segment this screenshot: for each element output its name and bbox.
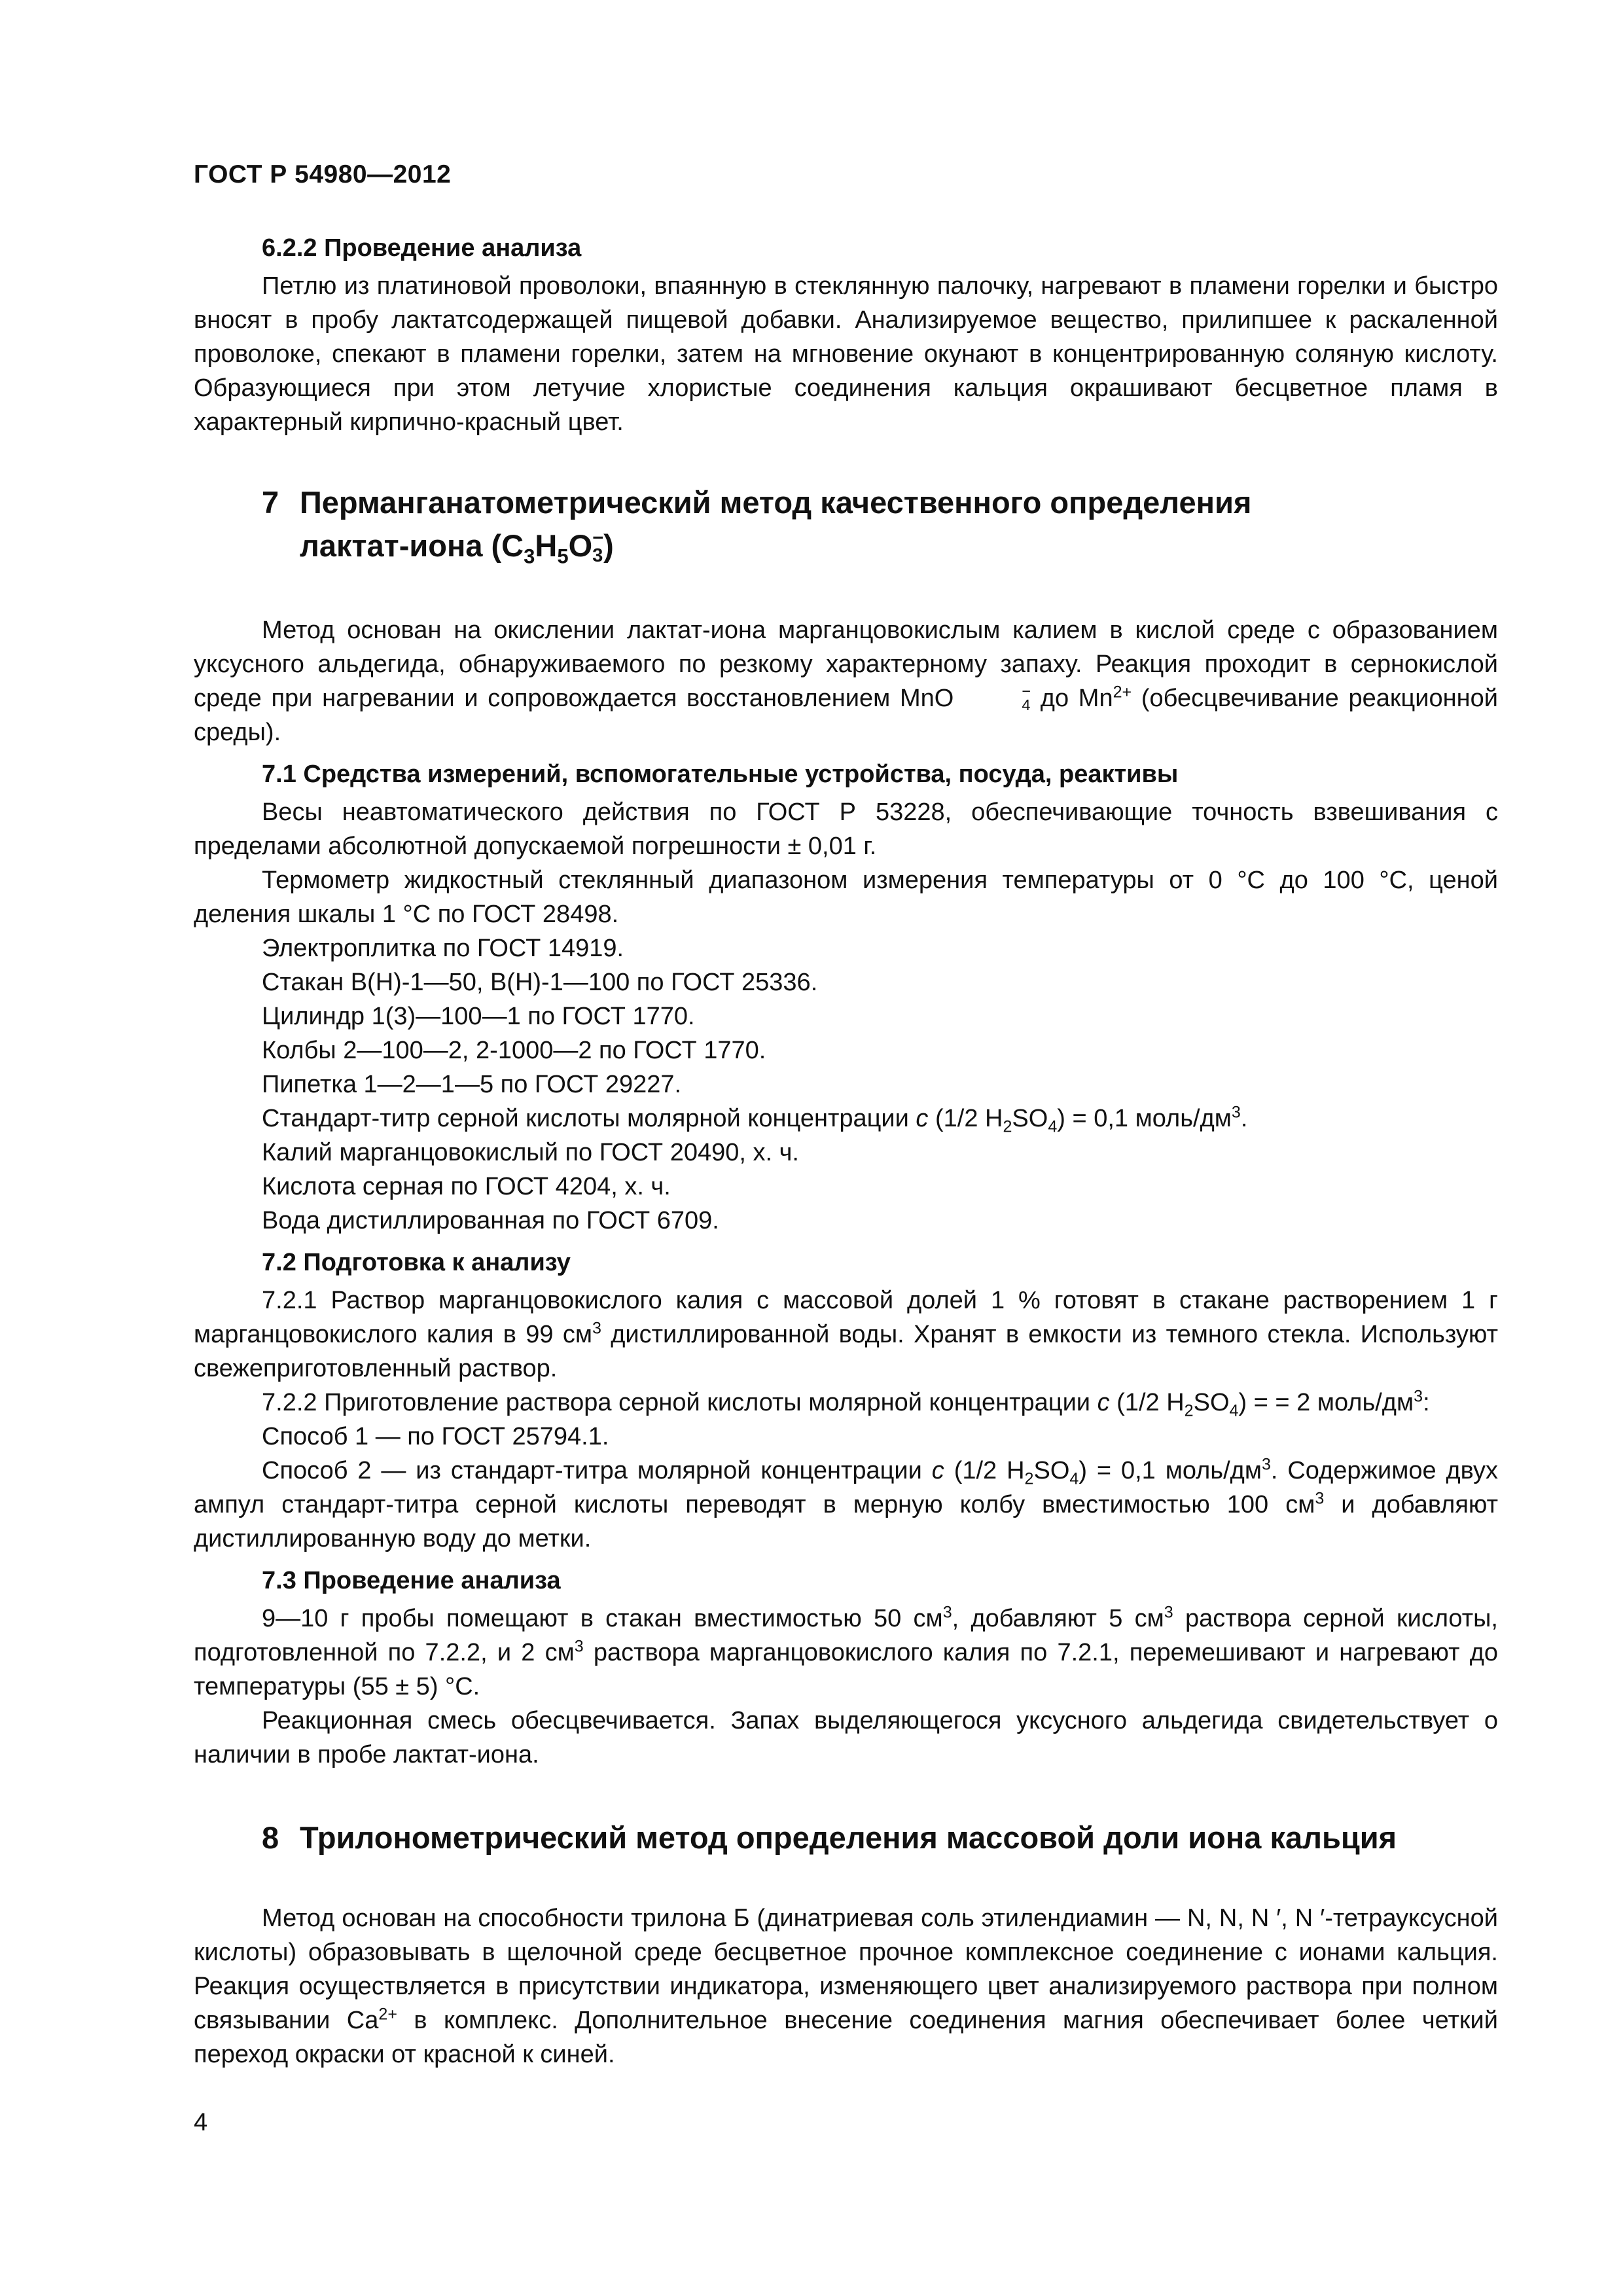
method-1: Способ 1 — по ГОСТ 25794.1. [262,1423,609,1450]
section-7-intro: Метод основан на окислении лактат-иона марганцовокислым калием в кислой среде с образованием уксусного альдегида, обнаруживаемого по резкому характерному запаху. Реакция проходит в сернокислой среде при нагревании и сопровождается восстановлением MnO − 4 до $Mn^{2+}$ (обесцвечивание реакционной среды). [194,617,1499,746]
equipment-item: Электроплитка по ГОСТ 14919. [262,935,624,962]
section-heading-8 [194,1816,1498,1859]
equipment-item: Пипетка 1—2—1—5 по ГОСТ 29227. [262,1071,682,1098]
section-title-line1: Перманганатометрический метод качественного определения [300,485,1252,520]
section-title: Трилонометрический метод определения массовой доли иона кальция [300,1820,1397,1855]
paragraph-7-2-1: 7.2.1 Раствор марганцовокислого калия с массовой долей 1 % готовят в стакане растворением 1 г марганцовокислого калия в 99 $см^3$ дистиллированной воды. Хранят в емкости из темного стекла. Используют свежеприготовленный раствор. [194,1287,1498,1382]
equipment-item: Термометр жидкостный стеклянный диапазоном измерения температуры от 0 °С до 100 °С, ценой деления шкалы 1 °С по ГОСТ 28498. [194,867,1498,928]
equipment-item: Стандарт-титр серной кислоты молярной концентрации c (1/2 $H_2SO_4) = 0,1$ моль/$дм^3$. [262,1103,1248,1136]
equipment-item: Колбы 2—100—2, 2-1000—2 по ГОСТ 1770. [262,1037,766,1064]
paragraph-7-3-1: 9—10 г пробы помещают в стакан вместимостью 50 $см^3$, добавляют 5 $см^3$ раствора серной кислоты, подготовленной по 7.2.2, и 2 $см^3$ раствора марганцовокислого калия по 7.2.1, перемешивают и нагревают до температуры (55 ± 5) °С. [194,1603,1499,1700]
section-number: 8 [262,1820,279,1855]
section-heading-7 [194,481,1498,567]
equipment-item: Стакан В(Н)-1—50, В(Н)-1—100 по ГОСТ 25336. [262,969,818,996]
subsection-title-7-3: 7.3 Проведение анализа [262,1567,561,1594]
method-2: Способ 2 — из стандарт-титра молярной концентрации c (1/2 $H_2SO_4) = 0,1$ моль/$дм^3$. Содержимое двух ампул стандарт-титра серной кислоты переводят в мерную колбу вместимостью 100 $см^3$ и добавляют дистиллированную воду до метки. [194,1455,1499,1552]
paragraph-6-2-2: Петлю из платиновой проволоки, впаянную в стеклянную палочку, нагревают в пламени горелки и быстро вносят в пробу лактатсодержащей пищевой добавки. Анализируемое вещество, прилипшее к раскаленной проволоке, спекают в пламени горелки, затем на мгновение окунают в концентрированную соляную кислоту. Образующиеся при этом летучие хлористые соединения кальция окрашивают бесцветное пламя в характерный кирпично-красный цвет. [194,272,1498,436]
subsection-title-7-1: 7.1 Средства измерений, вспомогательные устройства, посуда, реактивы [262,761,1179,788]
equipment-item: Калий марганцовокислый по ГОСТ 20490, х. ч. [262,1139,799,1166]
section-8-intro: Метод основан на способности трилона Б (динатриевая соль этилендиамин — N, N, N ′, N ′-тетрауксусной кислоты) образовывать в щелочной среде бесцветное прочное комплексное соединение с ионами кальция. Реакция осуществляется в присутствии индикатора, изменяющего цвет анализируемого раствора при полном связывании $Ca^{2+}$ в комплекс. Дополнительное внесение соединения магния обеспечивает более четкий переход окраски от красной к синей. [194,1905,1498,2068]
equipment-item: Весы неавтоматического действия по ГОСТ Р 53228, обеспечивающие точность взвешивания с пределами абсолютной допускаемой погрешности ± 0,01 г. [194,798,1498,860]
page-number: 4 [194,2109,208,2136]
section-number: 7 [262,485,279,520]
section-title-line2: лактат-иона ($C_3H_5O$ − 3 ) [300,528,614,568]
equipment-item: Кислота серная по ГОСТ 4204, х. ч. [262,1173,671,1200]
document-body [194,231,1498,2072]
paragraph-7-3-2: Реакционная смесь обесцвечивается. Запах выделяющегося уксусного альдегида свидетельствует о наличии в пробе лактат-иона. [194,1707,1498,1768]
paragraph-7-2-2: 7.2.2 Приготовление раствора серной кислоты молярной концентрации c (1/2 $H_2SO_4$) = = 2 моль/$дм^3$: [262,1387,1430,1420]
subsection-title-6-2-2: 6.2.2 Проведение анализа [262,234,582,262]
equipment-item: Цилиндр 1(3)—100—1 по ГОСТ 1770. [262,1003,695,1030]
subsection-title-7-2: 7.2 Подготовка к анализу [262,1249,571,1276]
document-header: ГОСТ Р 54980—2012 [194,160,452,188]
equipment-item: Вода дистиллированная по ГОСТ 6709. [262,1207,719,1234]
